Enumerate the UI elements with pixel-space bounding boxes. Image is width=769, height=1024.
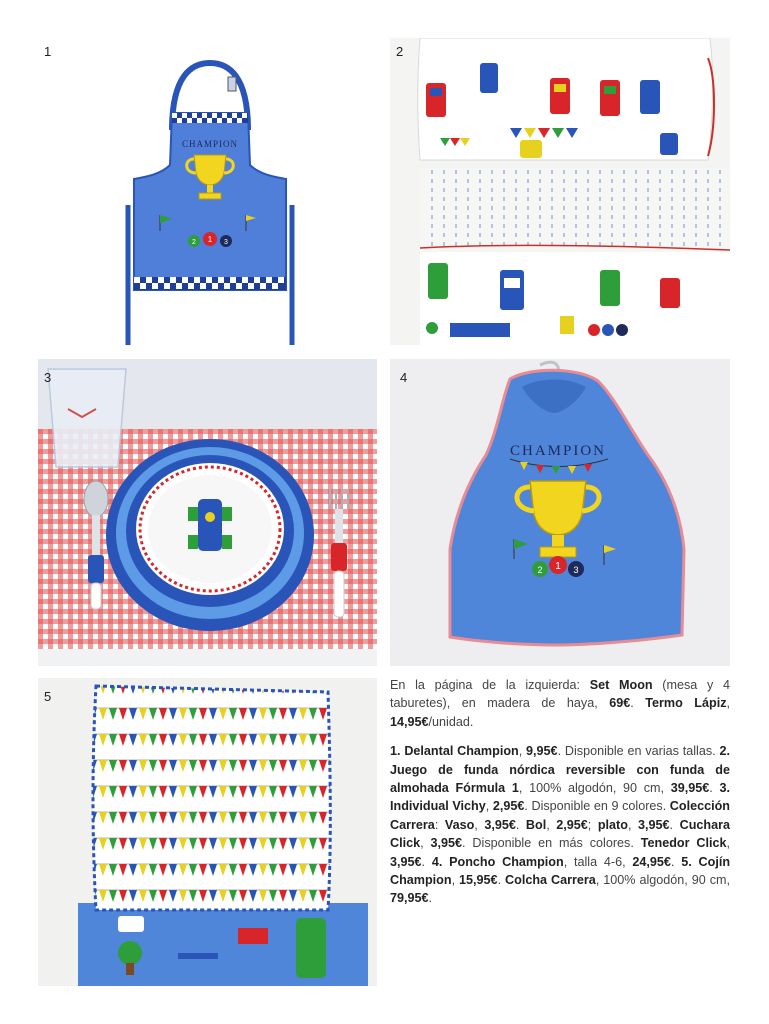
caption-bold-9: 3,95€ — [484, 817, 516, 832]
caption-intro-text-5: /unidad. — [428, 714, 474, 729]
caption-bold-6: 2,95€ — [492, 799, 525, 814]
poncho-place-2: 2 — [537, 565, 543, 575]
caption-text-3: , 100% algodón, 90 cm, — [518, 781, 671, 796]
caption-text-8: , — [474, 817, 485, 832]
photo-number-5: 5 — [44, 689, 52, 704]
bedding-illustration — [390, 38, 730, 345]
caption-bold-1: 1. Delantal Champion — [390, 744, 519, 759]
caption-bold-18: 4. Poncho Champion — [431, 854, 564, 869]
caption-bold-10: Bol — [525, 817, 547, 832]
photo-number-1: 1 — [44, 44, 52, 59]
poncho-photo — [390, 359, 730, 666]
caption-intro-text-2: (mesa y 4 taburetes), en madera de haya, — [390, 678, 731, 711]
caption-bold-23: 79,95€ — [390, 891, 429, 906]
caption-intro-bold-3: Termo Lápiz — [645, 696, 727, 711]
photo-number-4: 4 — [400, 370, 408, 385]
cushion-photo — [38, 678, 377, 986]
caption-bold-11: 2,95€ — [556, 817, 588, 832]
caption-text-21: . — [497, 873, 506, 888]
caption-intro-text-1: En la página de la izquierda: — [390, 678, 590, 692]
caption-items — [390, 742, 730, 908]
caption-text-15: . Disponible en más colores. — [462, 836, 641, 851]
apron-place-3: 3 — [224, 239, 228, 246]
caption-text-7: : — [434, 817, 445, 832]
caption-text-2: . Disponible en varias tallas. — [557, 744, 720, 759]
caption-text-13: . — [669, 817, 680, 832]
caption-intro-text-3: . — [630, 696, 646, 711]
caption-text-9: . — [515, 817, 526, 832]
caption-text-18: , talla 4-6, — [563, 854, 633, 869]
caption-text-11: ; — [587, 817, 598, 832]
caption-bold-2: 9,95€ — [526, 744, 558, 759]
caption-bold-15: 3,95€ — [430, 836, 463, 851]
caption-text-23: . — [428, 891, 433, 906]
caption-bold-13: 3,95€ — [638, 817, 670, 832]
tableware-photo — [38, 359, 377, 666]
caption-bold-17: 3,95€ — [390, 854, 422, 869]
caption-text-10: , — [546, 817, 557, 832]
caption-bold-20: 5. Cojín Champion — [390, 854, 731, 888]
caption-bold-4: 39,95€ — [670, 781, 710, 796]
caption-bold-14: Cuchara Click — [390, 817, 730, 851]
caption-bold-3: 2. Juego de funda nórdica reversible con funda de almohada Fórmula 1 — [390, 744, 730, 796]
caption-text-5: , — [485, 799, 493, 814]
caption-text-17: . — [421, 854, 432, 869]
apron-place-2: 2 — [192, 239, 196, 246]
photo-number-2: 2 — [396, 44, 404, 59]
caption-text-20: , — [451, 873, 460, 888]
caption-text-1: , — [518, 744, 527, 759]
caption-text-14: , — [420, 836, 431, 851]
caption-text-19: . — [670, 854, 682, 869]
caption-text-12: , — [627, 817, 639, 832]
caption-intro-bold-2: 69€ — [609, 696, 631, 711]
poncho-place-1: 1 — [555, 561, 561, 572]
poncho-illustration — [390, 359, 730, 666]
tableware-illustration — [38, 359, 377, 666]
caption-text-4: . — [709, 781, 720, 796]
caption-bold-5: 3. Individual Vichy — [390, 781, 730, 814]
apron-photo — [110, 55, 310, 347]
caption-bold-19: 24,95€ — [632, 854, 671, 869]
poncho-label: CHAMPION — [509, 443, 607, 459]
caption-intro-bold-1: Set Moon — [589, 678, 653, 692]
caption-bold-12: plato — [597, 817, 628, 832]
caption-bold-21: 15,95€ — [459, 873, 498, 888]
caption-bold-16: Tenedor Click — [640, 836, 727, 851]
caption-text-16: , — [726, 836, 730, 851]
caption-text-6: . Disponible en 9 colores. — [524, 799, 670, 814]
caption-intro-bold-4: 14,95€ — [390, 714, 429, 729]
caption-intro — [390, 676, 730, 731]
caption-intro-text-4: , — [726, 696, 730, 711]
cushion-illustration — [38, 678, 377, 986]
apron-illustration — [110, 55, 310, 347]
caption-text-22: , 100% algodón, 90 cm, — [595, 873, 730, 888]
caption-text — [390, 676, 730, 919]
bedding-photo — [390, 38, 730, 345]
apron-label: CHAMPION — [181, 139, 239, 149]
photo-number-3: 3 — [44, 370, 52, 385]
poncho-place-3: 3 — [573, 565, 579, 575]
caption-bold-8: Vaso — [444, 817, 475, 832]
caption-bold-22: Colcha Carrera — [505, 873, 596, 888]
apron-place-1: 1 — [207, 235, 213, 244]
caption-bold-7: Colección Carrera — [390, 799, 730, 832]
